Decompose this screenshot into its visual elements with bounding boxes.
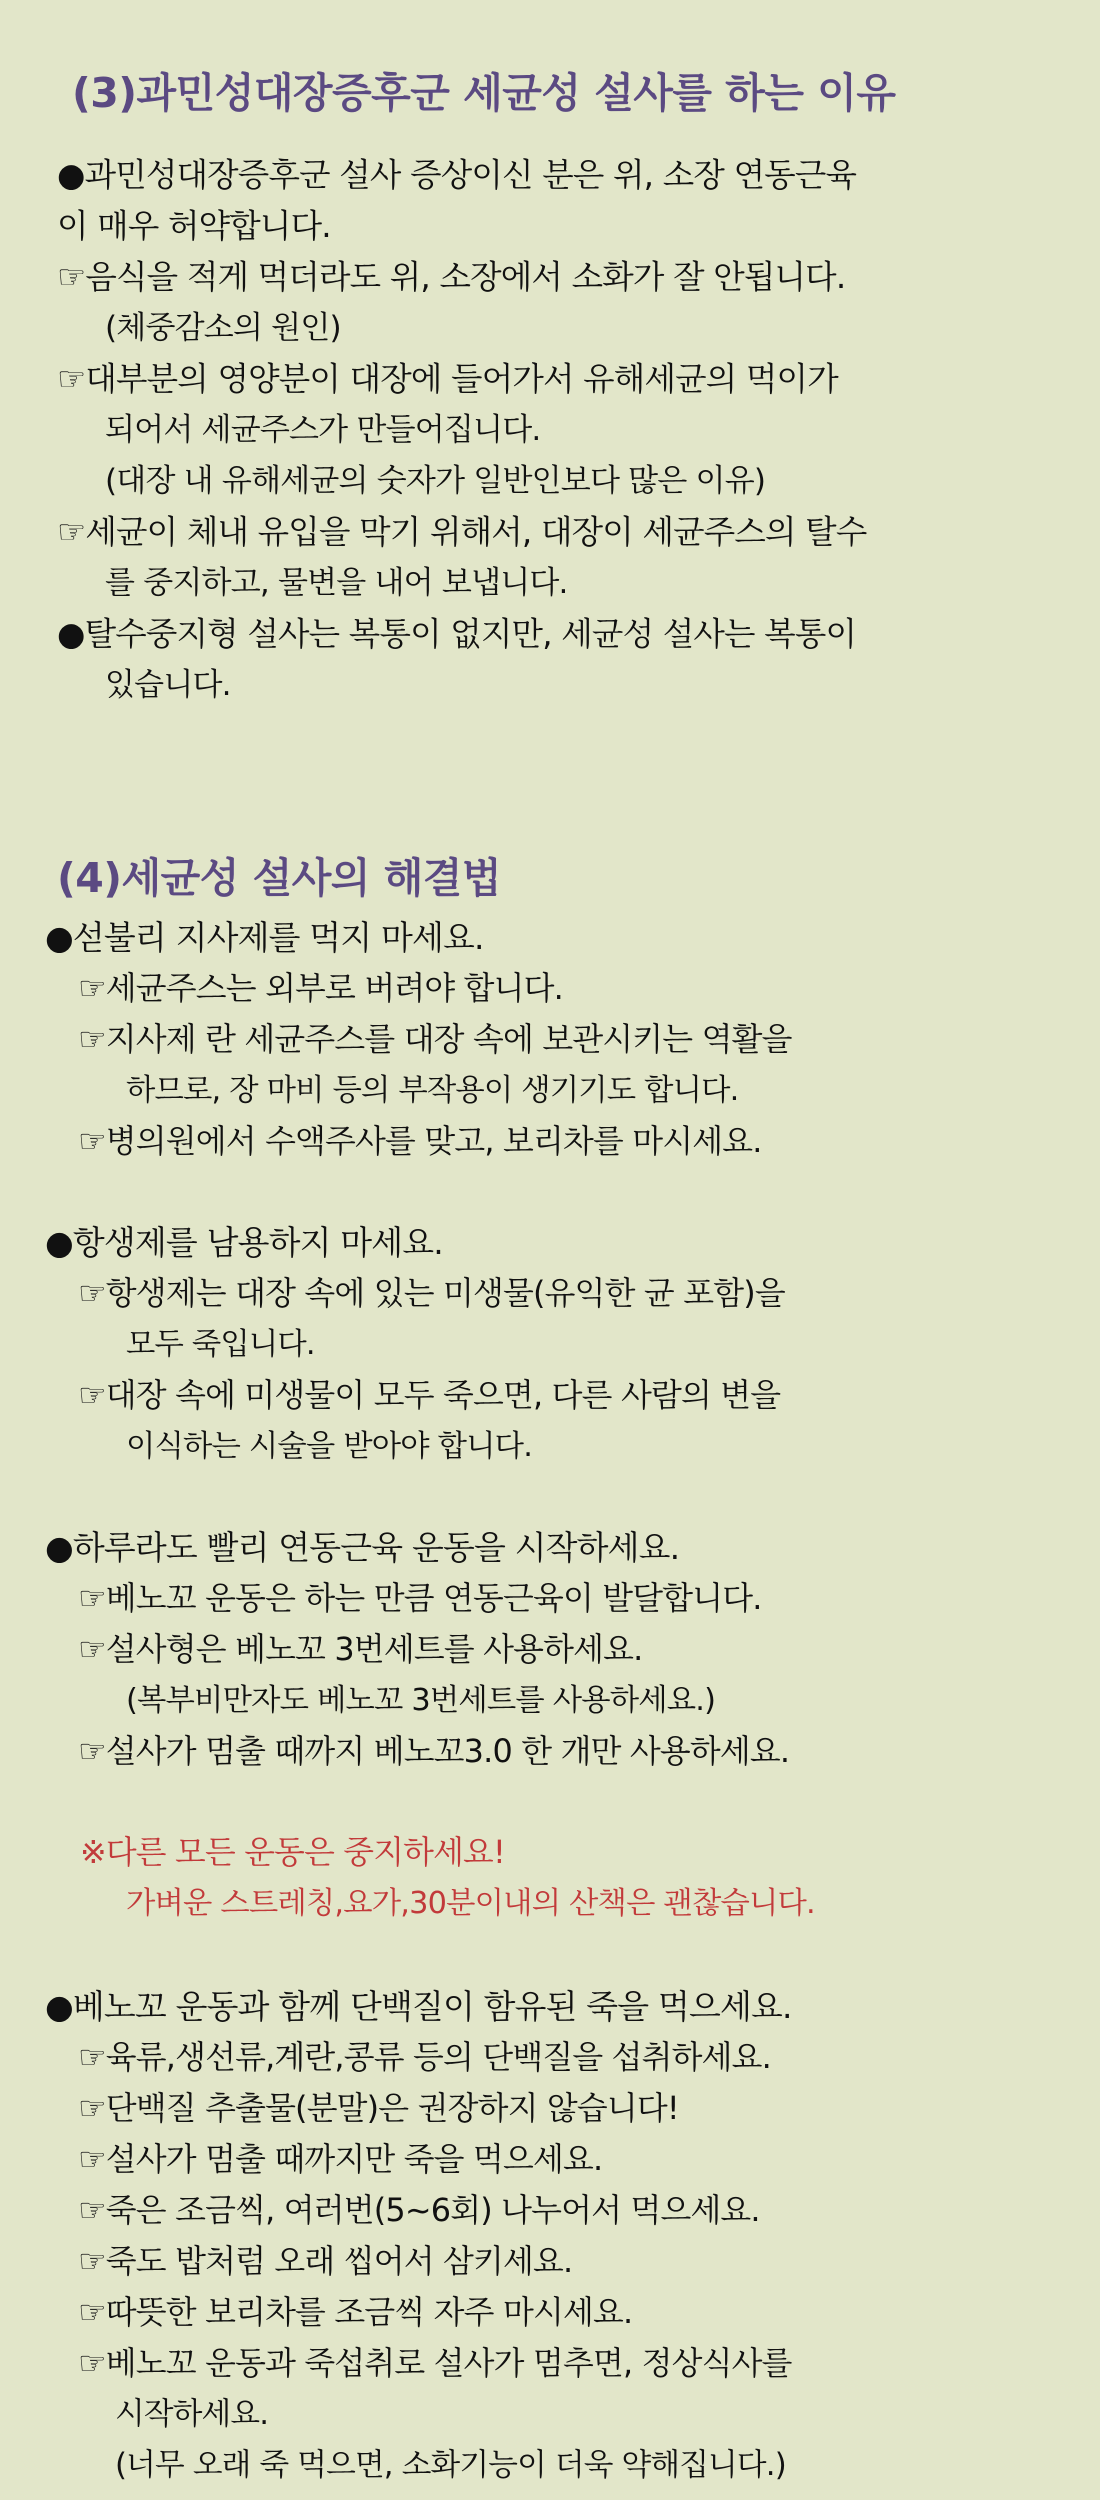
pointer-item: ☞따뜻한 보리차를 조금씩 자주 마시세요. (78, 2293, 633, 2331)
text-line: (복부비만자도 베노꼬 3번세트를 사용하세요.) (126, 1683, 716, 1718)
pointer-item: ☞음식을 적게 먹더라도 위, 소장에서 소화가 잘 안됩니다. (57, 258, 846, 296)
section-4-body (0, 912, 1100, 2491)
pointer-item: ☞설사가 멈출 때까지만 죽을 먹으세요. (78, 2140, 603, 2178)
bullet-item: ●과민성대장증후군 설사 증상이신 분은 위, 소장 연동근육 (57, 156, 857, 194)
text-line: 있습니다. (105, 667, 231, 703)
pointer-item: ☞지사제 란 세균주스를 대장 속에 보관시키는 역활을 (78, 1020, 792, 1058)
pointer-item: ☞죽은 조금씩, 여러번(5~6회) 나누어서 먹으세요. (78, 2191, 760, 2229)
bullet-item: ●항생제를 남용하지 마세요. (45, 1223, 443, 1262)
text-line: 이 매우 허약합니다. (57, 207, 331, 245)
pointer-item: ☞세균이 체내 유입을 막기 위해서, 대장이 세균주스의 탈수 (57, 513, 867, 551)
section-3-title: (3)과민성대장증후군 세균성 설사를 하는 이유 (72, 69, 896, 117)
section-4-title: (4)세균성 설사의 해결법 (57, 854, 502, 902)
pointer-item: ☞설사가 멈출 때까지 베노꼬3.0 한 개만 사용하세요. (78, 1732, 790, 1770)
pointer-item: ☞항생제는 대장 속에 있는 미생물(유익한 균 포함)을 (78, 1274, 785, 1312)
warning-line: 가벼운 스트레칭,요가,30분이내의 산책은 괜찮습니다. (126, 1886, 815, 1921)
bullet-item: ●탈수중지형 설사는 복통이 없지만, 세균성 설사는 복통이 (57, 615, 857, 653)
pointer-item: ☞대부분의 영양분이 대장에 들어가서 유해세균의 먹이가 (57, 360, 838, 398)
text-line: (대장 내 유해세균의 숫자가 일반인보다 많은 이유) (105, 463, 766, 499)
bullet-item: ●베노꼬 운동과 함께 단백질이 함유된 죽을 먹으세요. (45, 1987, 792, 2026)
pointer-item: ☞베노꼬 운동은 하는 만큼 연동근육이 발달합니다. (78, 1579, 762, 1617)
text-line: 하므로, 장 마비 등의 부작용이 생기기도 합니다. (126, 1073, 739, 1108)
bullet-item: ●섣불리 지사제를 먹지 마세요. (45, 918, 484, 957)
text-line: 이식하는 시술을 받아야 합니다. (126, 1429, 533, 1464)
section-3-body (0, 150, 1100, 711)
warning-line: ※다른 모든 운동은 중지하세요! (80, 1833, 505, 1871)
bullet-item: ●하루라도 빨리 연동근육 운동을 시작하세요. (45, 1528, 680, 1567)
text-line: (체중감소의 원인) (105, 310, 341, 346)
pointer-item: ☞세균주스는 외부로 버려야 합니다. (78, 969, 563, 1007)
text-line: 시작하세요. (115, 2397, 269, 2432)
text-line: (너무 오래 죽 먹으면, 소화기능이 더욱 약해집니다.) (115, 2448, 786, 2483)
text-line: 되어서 세균주스가 만들어집니다. (105, 412, 541, 448)
pointer-item: ☞설사형은 베노꼬 3번세트를 사용하세요. (78, 1630, 643, 1668)
text-line: 모두 죽입니다. (126, 1327, 315, 1362)
pointer-item: ☞육류,생선류,계란,콩류 등의 단백질을 섭취하세요. (78, 2038, 771, 2076)
pointer-item: ☞병의원에서 수액주사를 맞고, 보리차를 마시세요. (78, 1122, 762, 1160)
pointer-item: ☞죽도 밥처럼 오래 씹어서 삼키세요. (78, 2242, 573, 2280)
pointer-item: ☞대장 속에 미생물이 모두 죽으면, 다른 사람의 변을 (78, 1376, 781, 1414)
text-line: 를 중지하고, 물변을 내어 보냅니다. (105, 565, 568, 601)
pointer-item: ☞단백질 추출물(분말)은 권장하지 않습니다! (78, 2089, 679, 2127)
pointer-item: ☞베노꼬 운동과 죽섭취로 설사가 멈추면, 정상식사를 (78, 2344, 792, 2382)
